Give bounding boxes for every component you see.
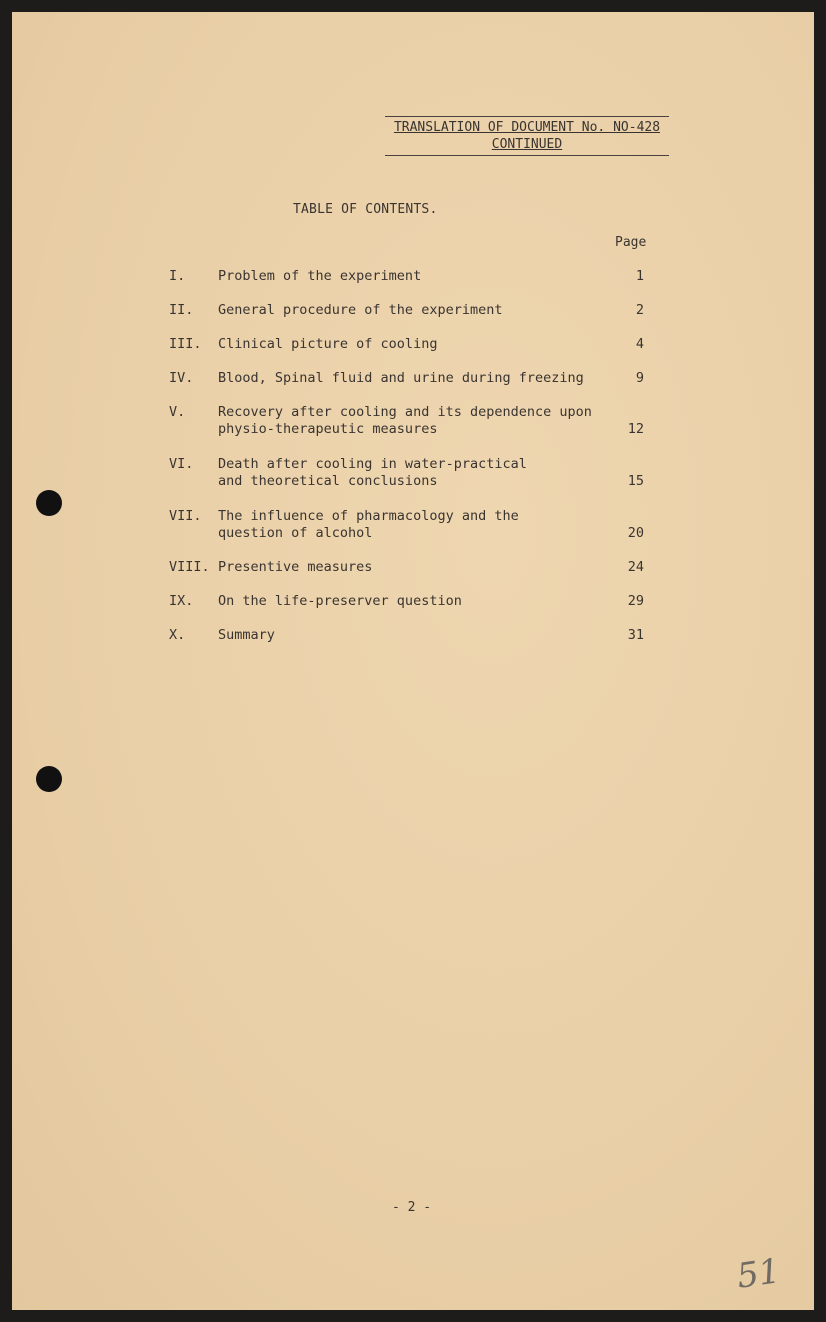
entry-number: I. bbox=[169, 268, 186, 284]
entry-page: 15 bbox=[627, 473, 644, 489]
entry-title: General procedure of the experiment bbox=[218, 302, 503, 318]
document-page bbox=[12, 12, 814, 1310]
entry-title: Recovery after cooling and its dependence upon physio-therapeutic measures bbox=[218, 404, 592, 437]
document-header bbox=[385, 116, 669, 156]
entry-page: 24 bbox=[627, 559, 644, 575]
header-subtitle: CONTINUED bbox=[491, 137, 563, 152]
entry-page: 29 bbox=[627, 593, 644, 609]
entry-page: 2 bbox=[635, 302, 644, 318]
entry-title: Summary bbox=[218, 627, 275, 643]
entry-number: V. bbox=[169, 404, 186, 420]
entry-title: The influence of pharmacology and the question of alcohol bbox=[218, 508, 519, 541]
entry-title: Problem of the experiment bbox=[218, 268, 422, 284]
entry-page: 4 bbox=[635, 336, 644, 352]
punch-hole bbox=[36, 766, 62, 792]
entry-page: 1 bbox=[635, 268, 644, 284]
entry-number: IX. bbox=[169, 593, 194, 609]
entry-title: Presentive measures bbox=[218, 559, 373, 575]
page-footer-number: - 2 - bbox=[392, 1200, 432, 1215]
entry-page: 20 bbox=[627, 525, 644, 541]
entry-title: Death after cooling in water-practical and theoretical conclusions bbox=[218, 456, 527, 489]
handwritten-page-number: 51 bbox=[734, 1251, 783, 1297]
entry-page: 31 bbox=[627, 627, 644, 643]
header-title: TRANSLATION OF DOCUMENT No. NO-428 bbox=[393, 120, 661, 135]
entry-number: III. bbox=[169, 336, 202, 352]
entry-number: VII. bbox=[169, 508, 202, 524]
entry-number: VI. bbox=[169, 456, 194, 472]
page-column-label: Page bbox=[615, 235, 647, 250]
entry-number: II. bbox=[169, 302, 194, 318]
entry-page: 9 bbox=[635, 370, 644, 386]
entry-title: On the life-preserver question bbox=[218, 593, 462, 609]
entry-number: IV. bbox=[169, 370, 194, 386]
entry-title: Blood, Spinal fluid and urine during freezing bbox=[218, 370, 584, 386]
punch-hole bbox=[36, 490, 62, 516]
entry-page: 12 bbox=[627, 421, 644, 437]
toc-title: TABLE OF CONTENTS. bbox=[293, 202, 438, 217]
entry-title: Clinical picture of cooling bbox=[218, 336, 438, 352]
entry-number: VIII. bbox=[169, 559, 210, 575]
entry-number: X. bbox=[169, 627, 186, 643]
